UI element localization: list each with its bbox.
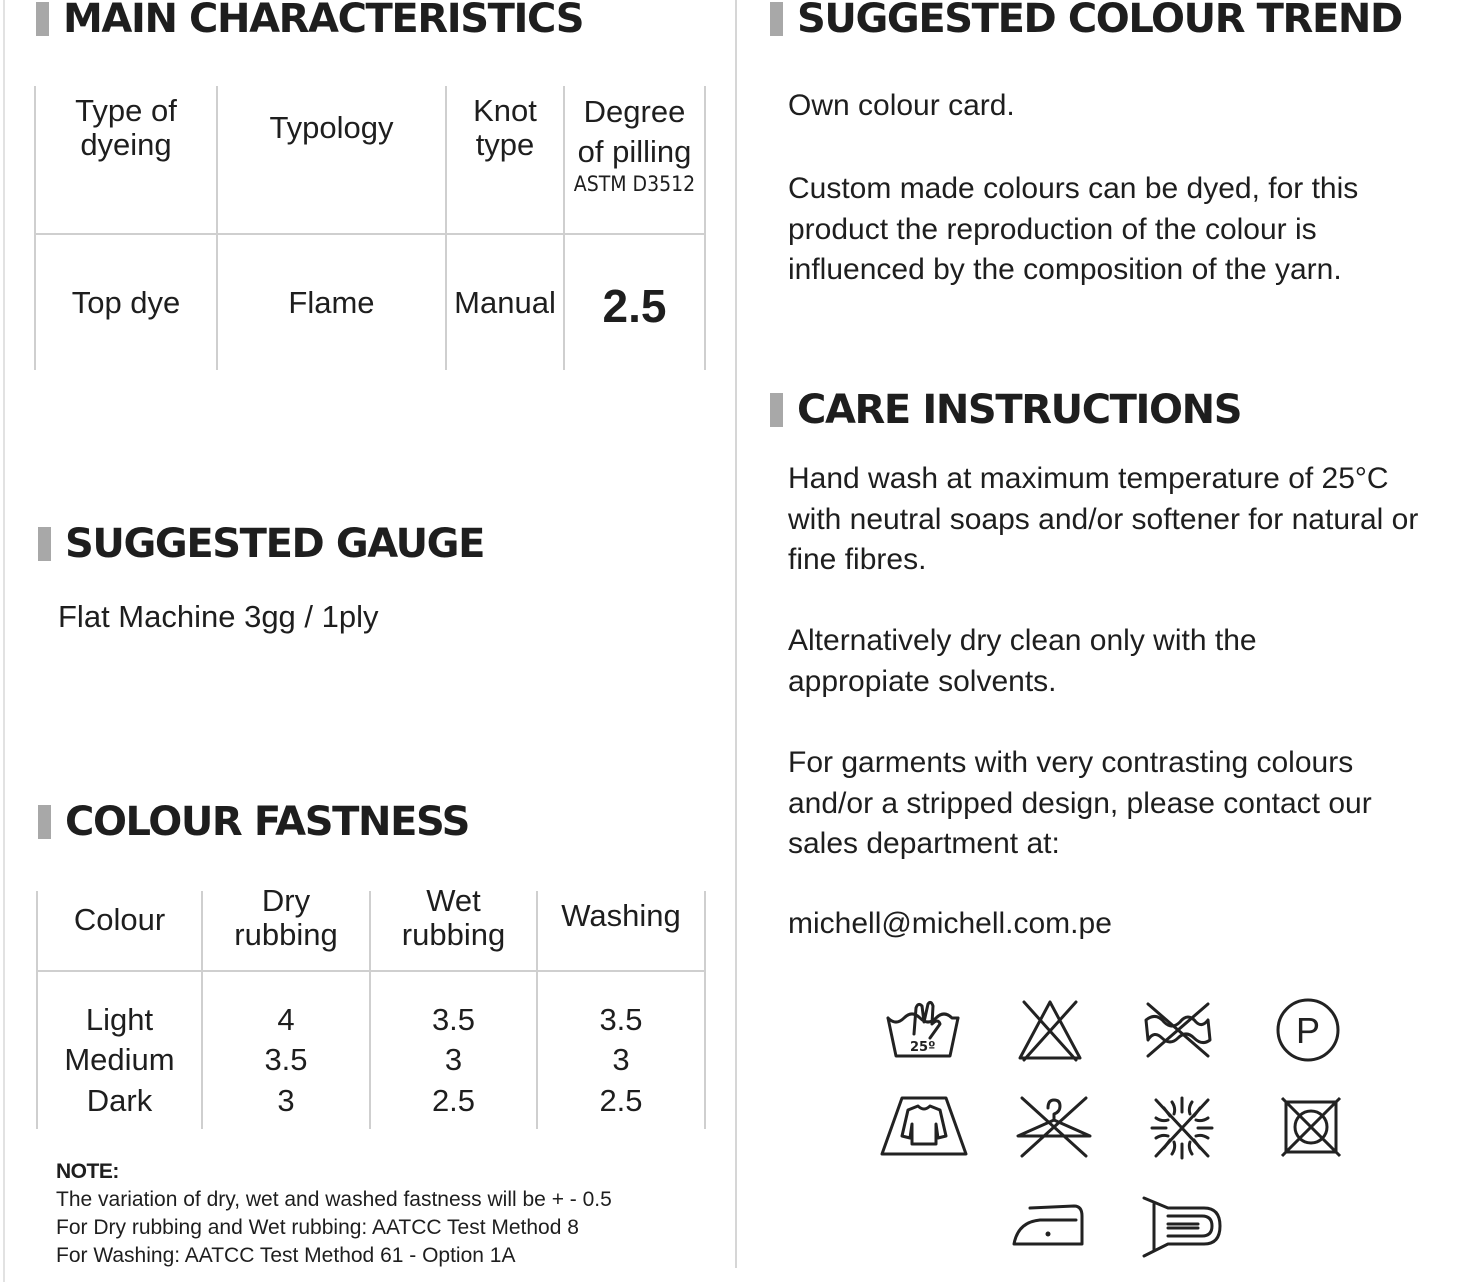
table-header-cell: Washing [561,898,681,933]
column-divider [735,0,737,1268]
main-characteristics-title [36,0,583,42]
heading-text: MAIN CHARACTERISTICS [63,0,584,42]
dryclean-letter: P [1295,1010,1321,1051]
care-paragraph: Hand wash at maximum temperature of 25°C with neutral soaps and/or softener for natural or fine fibres. [788,462,1419,576]
heading-marker [38,805,51,839]
colour-trend-paragraph: Own colour card. [788,89,1015,122]
note-line: The variation of dry, wet and washed fastness will be + - 0.5 [56,1188,612,1211]
suggested-gauge-text: Flat Machine 3gg / 1ply [58,599,379,634]
do-not-steam-icon [1148,1094,1216,1162]
heading-text: SUGGESTED COLOUR TREND [797,0,1402,42]
do-not-hang-dry-icon [1012,1094,1096,1160]
table-cell: Flame [288,284,375,320]
care-paragraph: Alternatively dry clean only with the appropiate solvents. [788,624,1257,698]
table-cell: Top dye [71,284,181,320]
contact-email: michell@michell.com.pe [788,907,1112,940]
heading-marker [770,2,783,36]
suggested-gauge-title [38,521,484,567]
suggested-colour-trend-title [770,0,1402,42]
lay-flat-dry-icon [878,1094,970,1158]
table-border [704,891,706,1129]
colour-trend-paragraph: Custom made colours can be dyed, for this product the reproduction of the colour is influenced by the composition of the yarn. [788,172,1359,286]
table-cell: 3 [612,1042,630,1077]
table-cell: 2.5 [599,1083,643,1118]
heading-marker [36,2,49,36]
do-not-bleach-icon [1016,998,1084,1062]
table-border [36,970,706,972]
table-cell: 3 [277,1083,295,1118]
table-header-cell: Wet rubbing [401,883,506,952]
table-header-cell: Typology [269,110,394,145]
table-border [704,86,706,370]
astm-standard-label: ASTM D3512 [573,172,696,196]
do-not-tumble-dry-icon [1278,1094,1344,1160]
heading-text: COLOUR FASTNESS [65,799,470,845]
hand-wash-icon [884,998,962,1062]
dry-flat-in-shade-icon [1140,1194,1224,1260]
table-cell: 3 [444,1042,463,1077]
pilling-value: 2.5 [602,280,667,332]
table-row-medium: Medium [64,1042,175,1077]
note-line: For Washing: AATCC Test Method 61 - Option 1A [56,1244,516,1267]
table-header-cell: Degree of pilling ASTM D3512 [573,94,696,196]
table-cell: 4 [277,1002,295,1037]
table-cell: 3.5 [599,1002,643,1037]
page-border-left [3,0,5,1282]
table-cell: 3.5 [431,1002,476,1037]
wash-temperature-label: 25º [910,1040,936,1055]
table-cell: 3.5 [264,1042,308,1077]
do-not-wring-icon [1142,1000,1214,1060]
dry-clean-p-icon [1274,996,1342,1064]
table-header-cell: Colour [73,902,166,937]
colour-fastness-title [38,799,469,845]
table-row-dark: Dark [86,1083,153,1118]
heading-text: CARE INSTRUCTIONS [797,387,1242,433]
heading-text: SUGGESTED GAUGE [65,521,485,567]
heading-marker [770,393,783,427]
table-cell: Manual [454,284,556,320]
table-cell: 2.5 [431,1083,476,1118]
note-label: NOTE: [56,1160,119,1183]
care-instructions-title [770,387,1241,433]
heading-marker [38,527,51,561]
table-header-cell: Knot type [473,93,537,162]
iron-low-icon [1010,1196,1086,1250]
fastness-note [56,1158,612,1270]
table-header-cell: Type of dyeing [75,93,177,162]
table-header-cell: Dry rubbing [234,883,338,952]
table-row-light: Light [85,1002,154,1037]
care-paragraph: For garments with very contrasting colours and/or a stripped design, please contact our sales department at: [788,746,1372,860]
note-line: For Dry rubbing and Wet rubbing: AATCC Test Method 8 [56,1216,579,1239]
